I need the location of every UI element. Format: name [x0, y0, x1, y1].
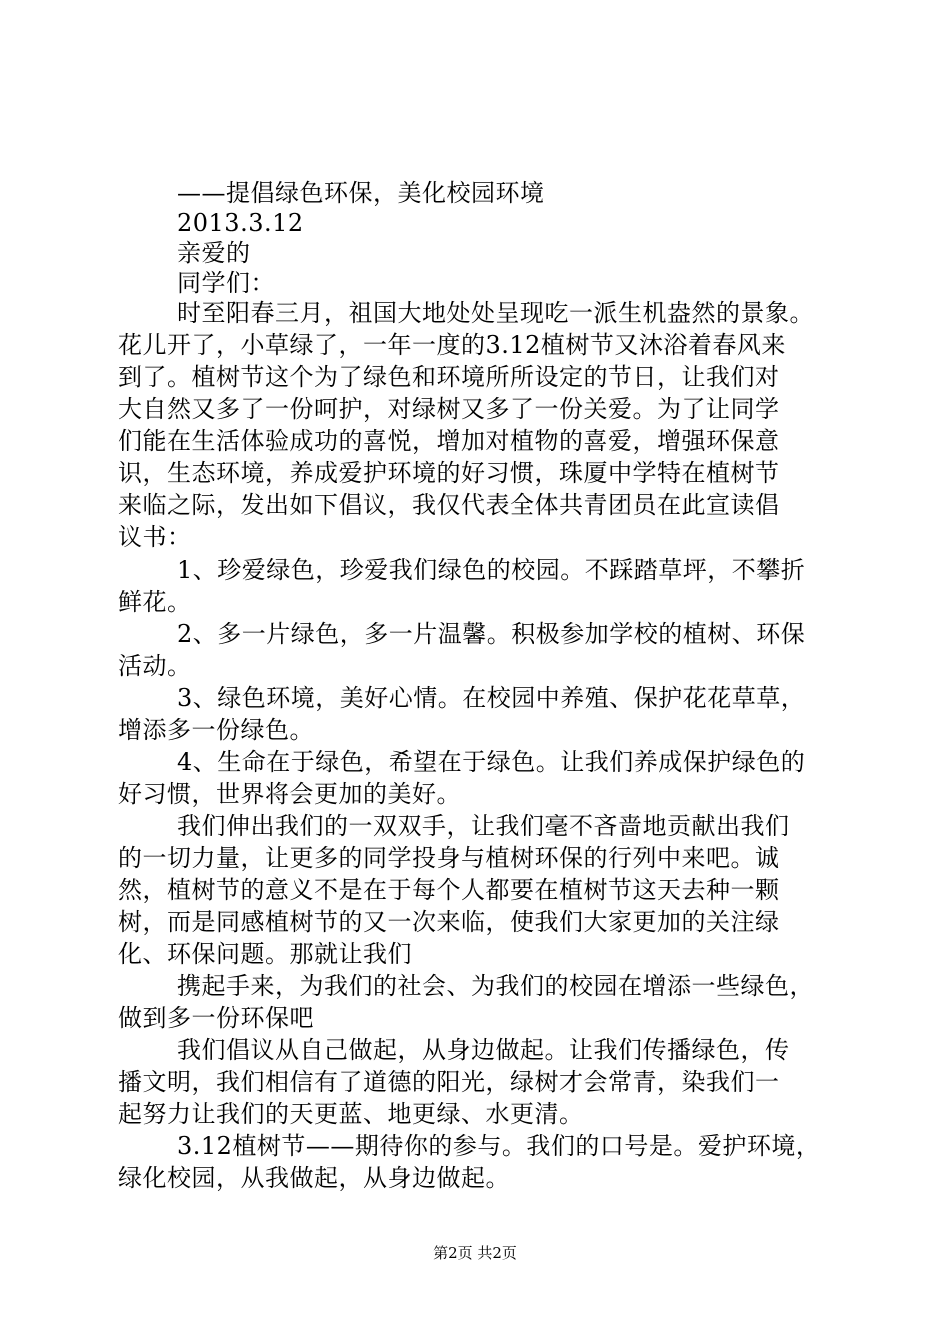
body-line: 做到多一份环保吧 — [118, 1004, 314, 1032]
body-line: 花儿开了，小草绿了，一年一度的3.12植树节又沐浴着春风来 — [118, 331, 786, 359]
body-line: 我们伸出我们的一双双手，让我们毫不吝啬地贡献出我们 — [177, 812, 790, 840]
body-line: 鲜花。 — [118, 588, 192, 616]
body-line: 化、环保问题。那就让我们 — [118, 940, 412, 968]
salutation-line-1: 亲爱的 — [177, 239, 251, 267]
body-line: 识，生态环境，养成爱护环境的好习惯，珠厦中学特在植树节 — [118, 459, 780, 487]
body-line: 2、多一片绿色，多一片温馨。积极参加学校的植树、环保 — [177, 620, 806, 648]
body-line: 3.12植树节——期待你的参与。我们的口号是。爱护环境， — [177, 1132, 821, 1160]
body-line: 增添多一份绿色。 — [118, 716, 314, 744]
body-line: 然，植树节的意义不是在于每个人都要在植树节这天去种一颗 — [118, 876, 780, 904]
page-number-footer: 第2页 共2页 — [433, 1244, 517, 1262]
body-line: 树，而是同感植树节的又一次来临，使我们大家更加的关注绿 — [118, 908, 780, 936]
body-line: 播文明，我们相信有了道德的阳光，绿树才会常青，染我们一 — [118, 1068, 780, 1096]
body-line: 大自然又多了一份呵护，对绿树又多了一份关爱。为了让同学 — [118, 395, 780, 423]
body-line: 绿化校园，从我做起，从身边做起。 — [118, 1164, 510, 1192]
body-line: 们能在生活体验成功的喜悦，增加对植物的喜爱，增强环保意 — [118, 427, 780, 455]
body-line: 时至阳春三月，祖国大地处处呈现吃一派生机盎然的景象。 — [177, 299, 814, 327]
body-line: 到了。植树节这个为了绿色和环境所所设定的节日，让我们对 — [118, 363, 780, 391]
body-line: 携起手来，为我们的社会、为我们的校园在增添一些绿色， — [177, 972, 814, 1000]
subtitle: ——提倡绿色环保，美化校园环境 — [177, 179, 545, 207]
body-line: 我们倡议从自己做起，从身边做起。让我们传播绿色，传 — [177, 1036, 790, 1064]
body-line: 活动。 — [118, 652, 192, 680]
body-line: 议书： — [118, 523, 192, 551]
body-line: 起努力让我们的天更蓝、地更绿、水更清。 — [118, 1100, 584, 1128]
body-line: 来临之际，发出如下倡议，我仅代表全体共青团员在此宣读倡 — [118, 491, 780, 519]
body-line: 3、绿色环境，美好心情。在校园中养殖、保护花花草草， — [177, 684, 806, 712]
body-line: 4、生命在于绿色，希望在于绿色。让我们养成保护绿色的 — [177, 748, 806, 776]
body-line: 好习惯，世界将会更加的美好。 — [118, 780, 461, 808]
salutation-line-2: 同学们： — [177, 269, 275, 297]
body-line: 1、珍爱绿色，珍爱我们绿色的校园。不踩踏草坪，不攀折 — [177, 556, 806, 584]
date: 2013.3.12 — [177, 209, 304, 237]
body-line: 的一切力量，让更多的同学投身与植树环保的行列中来吧。诚 — [118, 844, 780, 872]
